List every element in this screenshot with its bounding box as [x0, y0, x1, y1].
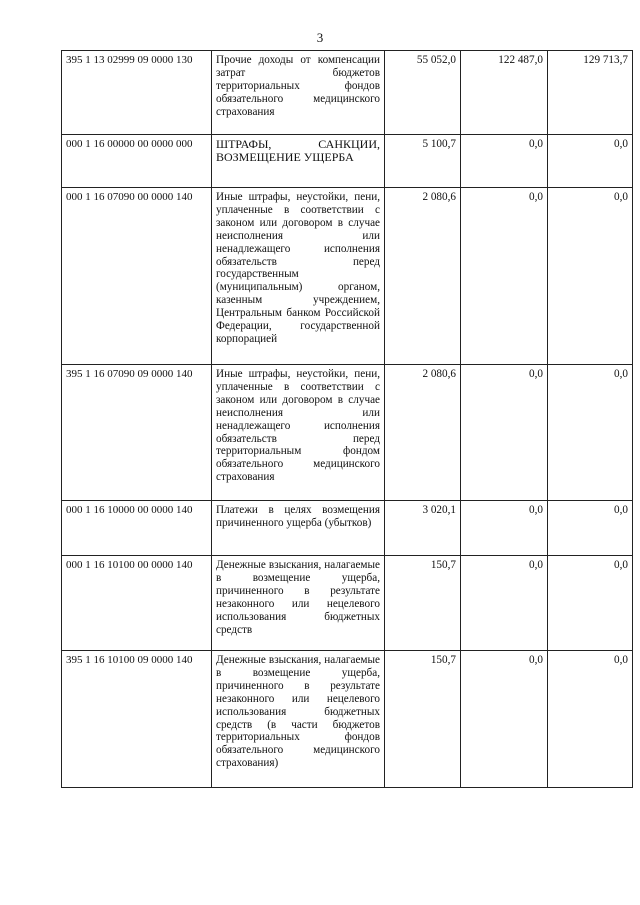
table-row	[62, 188, 633, 365]
amount-year1-cell: 5 100,7	[385, 135, 461, 188]
amount-year1-cell: 55 052,0	[385, 51, 461, 135]
revenue-name-cell: Иные штрафы, неустойки, пени, уплаченные в соответствии с законом или договором в случае неисполнения или ненадлежащего исполнения обязательств перед территориальным фондом обязательного медицинского страхования	[212, 365, 385, 501]
table-row	[62, 501, 633, 556]
revenue-name-cell: Иные штрафы, неустойки, пени, уплаченные в соответствии с законом или договором в случае неисполнения или ненадлежащего исполнения обязательств перед государственным (муниципальным) органом, казенным учреждением, Центральным банком Российской Федерации, государственной корпорацией	[212, 188, 385, 365]
amount-year2-cell: 0,0	[461, 188, 548, 365]
amount-year2-cell: 0,0	[461, 501, 548, 556]
amount-year1-cell: 150,7	[385, 556, 461, 651]
amount-year1-cell: 2 080,6	[385, 365, 461, 501]
budget-code-cell: 395 1 16 10100 09 0000 140	[62, 651, 212, 788]
revenue-name-cell: Денежные взыскания, налагаемые в возмещение ущерба, причиненного в результате незаконного или нецелевого использования бюджетных средств (в части бюджетов территориальных фондов обязательного медицинского страхования)	[212, 651, 385, 788]
amount-year3-cell: 0,0	[548, 365, 633, 501]
budget-code-cell: 395 1 16 07090 09 0000 140	[62, 365, 212, 501]
budget-code-cell: 000 1 16 00000 00 0000 000	[62, 135, 212, 188]
revenue-name-cell: Платежи в целях возмещения причиненного ущерба (убытков)	[212, 501, 385, 556]
budget-code-cell: 000 1 16 10000 00 0000 140	[62, 501, 212, 556]
amount-year2-cell: 0,0	[461, 556, 548, 651]
amount-year3-cell: 0,0	[548, 188, 633, 365]
page-number: 3	[316, 30, 324, 45]
amount-year2-cell: 0,0	[461, 135, 548, 188]
budget-revenue-table	[61, 50, 633, 788]
revenue-name-cell: ШТРАФЫ, САНКЦИИ, ВОЗМЕЩЕНИЕ УЩЕРБА	[212, 135, 385, 188]
revenue-name-cell: Прочие доходы от компенсации затрат бюджетов территориальных фондов обязательного медицинского страхования	[212, 51, 385, 135]
amount-year2-cell: 122 487,0	[461, 51, 548, 135]
amount-year3-cell: 0,0	[548, 556, 633, 651]
budget-code-cell: 000 1 16 07090 00 0000 140	[62, 188, 212, 365]
table-row	[62, 651, 633, 788]
amount-year3-cell: 0,0	[548, 651, 633, 788]
amount-year3-cell: 0,0	[548, 135, 633, 188]
amount-year1-cell: 2 080,6	[385, 188, 461, 365]
table-row	[62, 556, 633, 651]
table-row	[62, 51, 633, 135]
amount-year2-cell: 0,0	[461, 365, 548, 501]
amount-year3-cell: 129 713,7	[548, 51, 633, 135]
budget-code-cell: 395 1 13 02999 09 0000 130	[62, 51, 212, 135]
amount-year2-cell: 0,0	[461, 651, 548, 788]
amount-year3-cell: 0,0	[548, 501, 633, 556]
budget-code-cell: 000 1 16 10100 00 0000 140	[62, 556, 212, 651]
amount-year1-cell: 150,7	[385, 651, 461, 788]
amount-year1-cell: 3 020,1	[385, 501, 461, 556]
revenue-name-cell: Денежные взыскания, налагаемые в возмещение ущерба, причиненного в результате незаконного или нецелевого использования бюджетных средств	[212, 556, 385, 651]
table-row	[62, 365, 633, 501]
table-row	[62, 135, 633, 188]
